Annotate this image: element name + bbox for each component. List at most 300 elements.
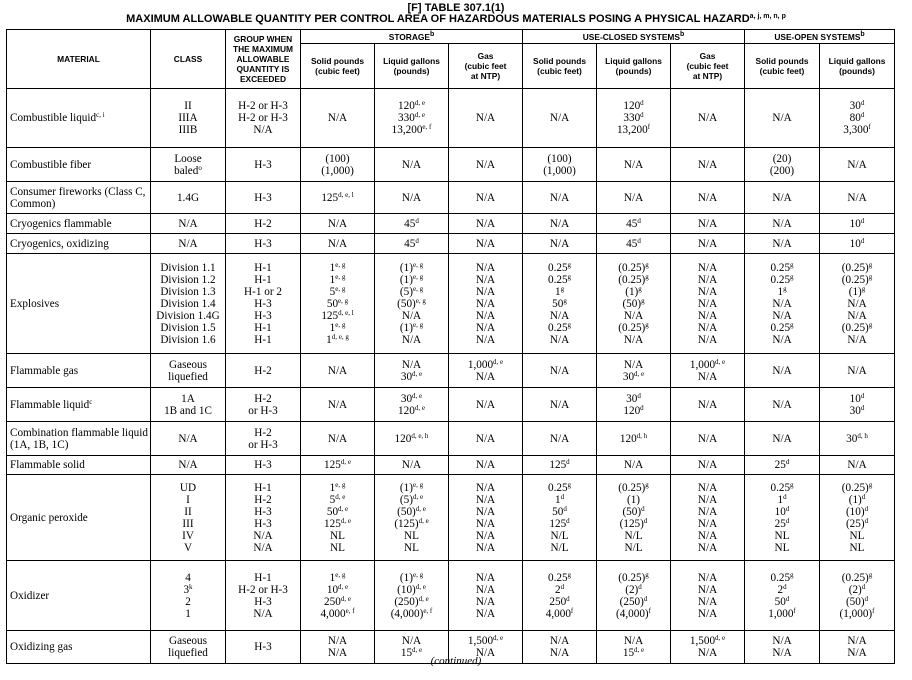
material-cell: [7, 561, 151, 631]
cell-line: NL: [849, 529, 865, 542]
table-row: [7, 182, 895, 214]
footnote-marker: d: [864, 516, 869, 525]
cell-line: N/A: [178, 237, 198, 250]
closed-solid-cell: [523, 182, 597, 214]
footnote-marker: d, e: [634, 646, 645, 654]
cell-line: N/A: [697, 261, 718, 274]
cell-line: N/A: [475, 595, 496, 608]
class-cell: [151, 148, 226, 182]
footnote-marker: f: [872, 606, 875, 615]
cell-line: 1,000$^f$: [768, 606, 796, 620]
cell-line: (1,000): [321, 164, 354, 177]
table-number: [F] TABLE 307.1(1): [407, 2, 505, 14]
footnote-marker: g: [868, 320, 873, 329]
footnote-marker: d: [640, 99, 644, 107]
header-class: CLASS: [151, 30, 226, 89]
footnote-marker: g: [638, 284, 642, 293]
header-line: at NTP): [692, 71, 723, 81]
footnote-marker: d, e: [715, 634, 726, 642]
footnote-marker: d: [860, 236, 865, 245]
cell-line: NL: [849, 541, 865, 554]
cell-line: 120$^d$: [623, 99, 644, 112]
cell-line: $(4,000)^f$: [616, 606, 651, 620]
cell-line: N/A: [772, 309, 792, 322]
open-liquid-cell: [820, 475, 895, 561]
cell-line: Division 1.4G: [156, 309, 220, 322]
cell-line: N/A: [549, 112, 570, 124]
cell-line: N/A: [847, 333, 867, 346]
cell-line: IIIB: [178, 124, 198, 136]
cell-line: H-2: [254, 217, 272, 230]
open-solid-cell: [745, 561, 820, 631]
footnote-marker: g: [645, 272, 649, 281]
footnote-marker: e, g: [412, 260, 424, 269]
cell-line: $(125)^{d, e}$: [394, 516, 429, 530]
footnote-marker: g: [645, 480, 649, 489]
cell-line: H-2 or H-3: [238, 100, 288, 112]
cell-line: N/A: [623, 358, 644, 371]
footnote-marker: d, e: [493, 634, 504, 642]
footnote-marker: e, g: [412, 570, 424, 579]
table-row: [7, 89, 895, 148]
footnote-marker: d, e: [412, 391, 423, 400]
cell-line: N/A: [401, 358, 422, 371]
cell-line: N/A: [697, 607, 718, 620]
open-solid-cell: [745, 234, 820, 254]
cell-line: N/A: [697, 158, 718, 171]
cell-line: $(0.25)^g$: [841, 480, 873, 494]
cell-line: H-3: [254, 459, 272, 471]
footnote-marker: e, g: [335, 320, 346, 329]
header-closed-solid: [523, 44, 597, 89]
cell-line: 120$^{d, h}$: [619, 431, 648, 445]
cell-line: N/A: [772, 333, 792, 346]
header-line: (cubic feet: [464, 61, 507, 71]
footnote-marker: d, e, l: [338, 190, 354, 199]
cell-line: 125$^d$: [549, 458, 570, 471]
footnote-marker: e, f: [423, 606, 433, 615]
cell-line: 120$^{d, e}$: [398, 403, 425, 417]
header-line: (cubic feet): [537, 66, 582, 76]
cell-line: $(250)^d$: [619, 594, 648, 608]
footnote-marker: o: [198, 163, 202, 172]
closed-gas-cell: [671, 148, 745, 182]
footnote-marker: g: [645, 260, 649, 269]
cell-line: $(125)^d$: [619, 516, 648, 530]
material-cell: [7, 388, 151, 422]
footnote-marker: d: [643, 516, 648, 525]
header-line: Liquid gallons: [383, 56, 440, 66]
group-cell: [226, 456, 301, 475]
closed-gas-cell: [671, 561, 745, 631]
footnote-marker: d: [637, 391, 641, 400]
cell-line: N/A: [475, 297, 496, 310]
cell-line: 1A: [181, 392, 195, 405]
cell-line: 4: [185, 571, 191, 584]
cell-line: III: [182, 517, 194, 530]
cell-line: Loose: [174, 152, 202, 165]
cell-line: 2$^d$: [554, 582, 565, 596]
cell-line: N/A: [697, 459, 718, 471]
cell-line: Division 1.6: [160, 333, 216, 346]
table-row: [7, 456, 895, 475]
cell-line: (100): [325, 152, 350, 165]
footnote-marker: d, e, l: [338, 308, 354, 317]
header-line: Liquid gallons: [828, 56, 886, 66]
cell-line: N/A: [697, 333, 718, 346]
cell-line: 125$^{d, e}$: [324, 458, 351, 471]
cell-line: N/A: [697, 571, 718, 584]
closed-solid-cell: [523, 354, 597, 388]
open-solid-cell: [745, 456, 820, 475]
footnote-marker: g: [790, 260, 794, 269]
open-solid-cell: [745, 475, 820, 561]
cell-line: 0.25$^g$: [770, 320, 794, 334]
cell-line: N/A: [697, 112, 718, 124]
footnote-marker: c, i: [96, 111, 105, 119]
cell-line: $(10)^{d, e}$: [397, 582, 426, 596]
cell-line: Flammable solid: [10, 459, 85, 471]
storage-gas-cell: [449, 475, 523, 561]
table-row: [7, 475, 895, 561]
cell-line: N/A: [772, 297, 792, 310]
open-liquid-cell: [820, 89, 895, 148]
closed-liquid-cell: [597, 214, 671, 234]
cell-line: $(0.25)^g$: [841, 260, 873, 274]
cell-line: $(0.25)^g$: [841, 570, 873, 584]
cell-line: N/L: [624, 529, 643, 542]
cell-line: N/A: [847, 647, 867, 659]
footnote-marker: d: [785, 594, 790, 603]
footnote-marker: g: [645, 320, 649, 329]
footnote-marker: e, g: [412, 480, 424, 489]
footnote-marker: g: [560, 284, 565, 293]
header-group-line: EXCEEDED: [239, 74, 287, 84]
group-cell: [226, 254, 301, 354]
cell-line: H-3: [254, 309, 272, 322]
open-solid-cell: [745, 422, 820, 456]
cell-line: N/A: [847, 635, 867, 647]
cell-line: IIIA: [178, 112, 198, 124]
footnote-marker: d: [864, 504, 869, 513]
footnote-marker: d: [785, 516, 790, 525]
cell-line: 1,000$^{d, e}$: [467, 357, 504, 371]
cell-line: 250$^d$: [549, 594, 570, 608]
closed-gas-cell: [671, 214, 745, 234]
header-line: Gas: [699, 51, 716, 61]
footnote-marker: d: [783, 582, 787, 591]
footnote-marker: d, h: [857, 431, 868, 440]
cell-line: 1$^g$: [554, 284, 565, 298]
cell-line: H-2: [254, 426, 272, 439]
cell-line: $(1)^{e, g}$: [399, 272, 424, 286]
cell-line: 330$^d$: [623, 111, 644, 124]
storage-solid-cell: [301, 422, 375, 456]
header-use-open-label: USE-OPEN SYSTEMS: [774, 31, 861, 42]
cell-line: $(10)^d$: [845, 504, 869, 518]
cell-line: N/A: [697, 237, 718, 250]
footnote-marker: g: [790, 480, 794, 489]
cell-line: 5$^{d, e}$: [329, 492, 346, 506]
footnote-marker: d, e: [715, 357, 726, 366]
cell-line: N/A: [253, 541, 273, 554]
class-cell: [151, 561, 226, 631]
footnote-marker: d: [861, 582, 866, 591]
cell-line: 50$^d$: [774, 594, 790, 608]
header-line: Gas: [477, 51, 494, 61]
closed-solid-cell: [523, 388, 597, 422]
cell-line: 0.25$^g$: [770, 272, 794, 286]
footnote-marker: d, e: [418, 516, 429, 525]
header-group-line: GROUP WHEN: [233, 34, 293, 44]
cell-line: N/A: [475, 541, 496, 554]
group-cell: [226, 354, 301, 388]
storage-solid-cell: [301, 214, 375, 234]
cell-line: N/A: [327, 432, 348, 445]
cell-line: NL: [330, 529, 345, 542]
cell-line: N/A: [475, 158, 496, 171]
header-line: Liquid gallons: [605, 56, 662, 66]
cell-line: H-3: [254, 158, 272, 171]
cell-line: N/A: [327, 398, 348, 411]
storage-liquid-cell: [375, 456, 449, 475]
cell-line: 1$^{e, g}$: [329, 260, 346, 274]
cell-line: Oxidizing gas: [10, 641, 73, 653]
open-solid-cell: [745, 214, 820, 234]
footnote-marker: d, e: [418, 594, 429, 603]
storage-liquid-cell: [375, 388, 449, 422]
cell-line: Consumer fireworks (Class C, Common): [10, 185, 146, 210]
storage-solid-cell: [301, 234, 375, 254]
storage-solid-cell: [301, 182, 375, 214]
cell-line: N/A: [549, 364, 570, 377]
cell-line: Gaseous: [169, 358, 207, 371]
open-liquid-cell: [820, 388, 895, 422]
cell-line: 4,000$^{e, f}$: [320, 606, 355, 620]
cell-line: N/A: [475, 261, 496, 274]
footnote-marker: g: [790, 272, 794, 281]
cell-line: N/A: [697, 217, 718, 230]
footnote-marker: d: [640, 111, 644, 119]
class-cell: [151, 182, 226, 214]
footnote-marker: g: [868, 570, 873, 579]
cell-line: N/A: [401, 158, 422, 171]
footnote-marker: g: [861, 284, 866, 293]
cell-line: N/A: [772, 398, 792, 411]
open-solid-cell: [745, 388, 820, 422]
cell-line: N/A: [475, 647, 496, 659]
table-row: [7, 254, 895, 354]
cell-line: N/A: [697, 493, 718, 506]
cell-line: N/A: [772, 635, 792, 647]
footnote-marker: d, e: [493, 357, 504, 366]
header-line: at NTP): [470, 71, 501, 81]
cell-line: 45$^d$: [626, 216, 641, 230]
open-liquid-cell: [820, 354, 895, 388]
cell-line: $(50)^d$: [845, 594, 869, 608]
material-cell: [7, 148, 151, 182]
cell-line: 1$^d$: [777, 492, 787, 506]
cell-line: 1,000$^{d, e}$: [689, 357, 726, 371]
footnote-marker: d, h: [636, 431, 648, 440]
header-storage-footnote: b: [430, 30, 435, 38]
cell-line: $(1)^{e, g}$: [399, 260, 424, 274]
footnote-marker: d, e: [340, 516, 351, 525]
open-liquid-cell: [820, 148, 895, 182]
cell-line: N/A: [327, 217, 348, 230]
cell-line: 45$^d$: [404, 236, 419, 250]
footnote-marker: d: [860, 391, 865, 400]
cell-line: N/A: [327, 237, 348, 250]
closed-liquid-cell: [597, 456, 671, 475]
header-use-closed-label: USE-CLOSED SYSTEMS: [582, 31, 680, 42]
cell-line: N/A: [475, 333, 496, 346]
closed-gas-cell: [671, 234, 745, 254]
cell-line: 0.25$^g$: [547, 272, 572, 286]
storage-gas-cell: [449, 422, 523, 456]
cell-line: 1: [185, 607, 191, 620]
storage-gas-cell: [449, 214, 523, 234]
storage-solid-cell: [301, 388, 375, 422]
cell-line: $(0.25)^g$: [618, 570, 649, 584]
cell-line: N/A: [697, 191, 718, 204]
cell-line: N/A: [549, 398, 570, 411]
cell-line: Division 1.3: [160, 285, 216, 298]
cell-line: 10$^d$: [849, 236, 865, 250]
cell-line: N/A: [847, 158, 867, 171]
closed-solid-cell: [523, 148, 597, 182]
footnote-marker: d: [860, 216, 865, 225]
footnote-marker: d: [861, 492, 866, 501]
table-row: [7, 561, 895, 631]
cell-line: $(50)^d$: [622, 504, 645, 518]
cell-line: 10$^d$: [774, 504, 790, 518]
cell-line: N/A: [549, 647, 570, 659]
table-body: [7, 89, 895, 664]
header-closed-gas: [671, 44, 745, 89]
class-cell: [151, 234, 226, 254]
class-cell: [151, 254, 226, 354]
cell-line: $(1,000)^f$: [839, 606, 875, 620]
cell-line: 0.25$^g$: [770, 480, 794, 494]
cell-line: 30$^d$: [849, 403, 865, 417]
cell-line: $(1)^g$: [625, 284, 642, 298]
open-solid-cell: [745, 89, 820, 148]
closed-solid-cell: [523, 254, 597, 354]
footnote-marker: d, e: [414, 111, 425, 119]
cell-line: N/A: [697, 595, 718, 608]
footnote-marker: d: [640, 403, 644, 412]
cell-line: N/A: [401, 459, 422, 471]
cell-line: 125$^{d, e, l}$: [321, 308, 354, 322]
open-liquid-cell: [820, 182, 895, 214]
cell-line: N/A: [475, 237, 496, 250]
cell-line: 4,000$^f$: [545, 606, 574, 620]
storage-liquid-cell: [375, 561, 449, 631]
cell-line: N/A: [475, 493, 496, 506]
table-row: [7, 422, 895, 456]
cell-line: 30$^d$: [626, 391, 641, 405]
footnote-marker: d, e: [335, 492, 346, 501]
cell-line: $(0.25)^g$: [841, 320, 873, 334]
footnote-marker: d, e: [412, 492, 424, 501]
storage-liquid-cell: [375, 148, 449, 182]
material-cell: [7, 475, 151, 561]
cell-line: 5$^{e, g}$: [329, 284, 346, 298]
cell-line: 1$^g$: [777, 284, 787, 298]
cell-line: Division 1.4: [160, 297, 216, 310]
cell-line: 120$^d$: [623, 403, 644, 417]
cell-line: (20): [772, 152, 792, 165]
cell-line: Combustible liquid$^{c, i}$: [10, 111, 105, 124]
closed-gas-cell: [671, 89, 745, 148]
cell-line: $(1)^{e, g}$: [399, 570, 424, 584]
closed-liquid-cell: [597, 475, 671, 561]
cell-line: N/A: [697, 398, 718, 411]
cell-line: NL: [404, 529, 419, 542]
cell-line: liquefied: [168, 647, 208, 659]
cell-line: H-1: [254, 261, 272, 274]
storage-liquid-cell: [375, 214, 449, 234]
cell-line: (100): [547, 152, 572, 165]
cell-line: N/A: [697, 505, 718, 518]
footnote-marker: f: [647, 123, 651, 131]
material-cell: [7, 354, 151, 388]
footnote-marker: d: [643, 594, 648, 603]
cell-line: (1): [626, 493, 641, 506]
footnote-marker: e, g: [338, 296, 349, 305]
header-storage-gas: [449, 44, 523, 89]
footnote-marker: d: [641, 504, 645, 513]
cell-line: N/A: [847, 459, 867, 471]
cell-line: N/A: [475, 481, 496, 494]
cell-line: N/A: [549, 333, 570, 346]
cell-line: 125$^d$: [549, 516, 570, 530]
footnote-marker: g: [641, 296, 645, 305]
cell-line: 0.25$^g$: [547, 570, 572, 584]
footnote-marker: d, e: [338, 504, 349, 513]
cell-line: Division 1.5: [160, 321, 216, 334]
cell-line: (200): [769, 164, 795, 177]
cell-line: 0.25$^g$: [547, 320, 572, 334]
header-use-closed-footnote: b: [680, 30, 685, 38]
group-cell: [226, 561, 301, 631]
cell-line: 1$^{e, g}$: [329, 570, 346, 584]
cell-line: 330$^{d, e}$: [398, 111, 425, 124]
cell-line: 3,300$^f$: [843, 123, 871, 136]
group-cell: [226, 234, 301, 254]
cell-line: N/A: [401, 191, 422, 204]
cell-line: N/A: [697, 647, 718, 659]
footnote-marker: f: [793, 606, 796, 615]
cell-line: 2$^d$: [777, 582, 787, 596]
cell-line: 30$^{d, h}$: [846, 431, 868, 445]
footnote-marker: g: [645, 570, 649, 579]
cell-line: Oxidizer: [10, 589, 50, 602]
footnote-marker: g: [790, 320, 794, 329]
cell-line: 1$^d$: [554, 492, 565, 506]
header-use-open: [745, 30, 895, 44]
footnote-marker: d, e: [415, 582, 426, 591]
cell-line: I: [186, 493, 190, 506]
cell-line: 125$^{d, e}$: [324, 516, 351, 530]
cell-line: $(50)^{d, e}$: [397, 504, 426, 518]
footnote-marker: d: [560, 582, 565, 591]
footnote-marker: e, g: [412, 272, 424, 281]
cell-line: N/A: [772, 364, 792, 377]
storage-solid-cell: [301, 561, 375, 631]
closed-liquid-cell: [597, 148, 671, 182]
